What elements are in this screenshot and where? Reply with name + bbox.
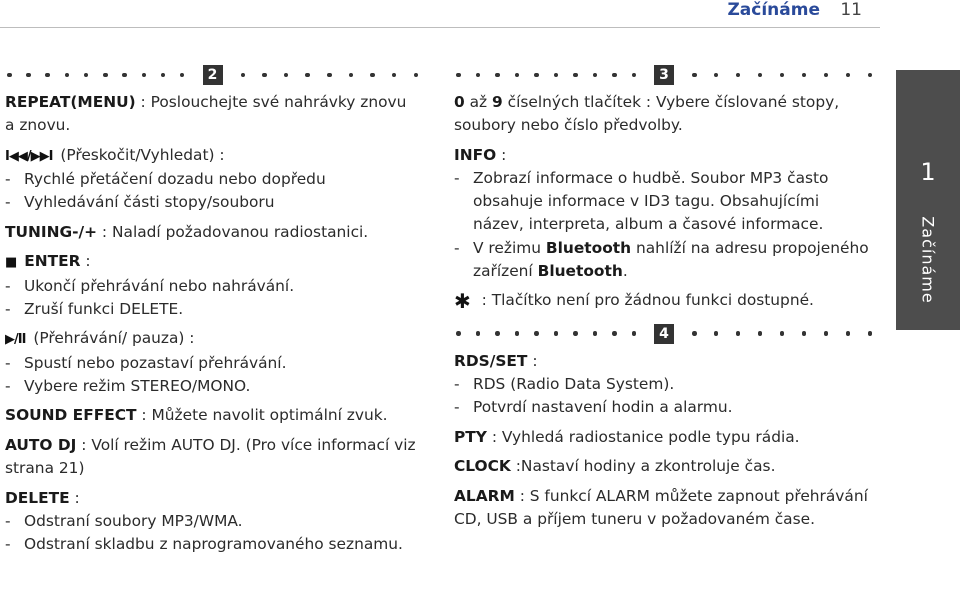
chapter-label: Začínáme — [918, 216, 938, 304]
repeat-label: REPEAT(MENU) — [5, 93, 136, 111]
dotted-rule — [454, 331, 638, 336]
tuning-text: : Naladí požadovanou radiostanici. — [97, 222, 369, 241]
alarm-description — [454, 485, 874, 531]
enter-label: ENTER — [24, 252, 81, 271]
digits-text: číselných tlačítek : Vybere číslované stopy, soubory nebo číslo předvolby. — [454, 93, 840, 135]
delete-description — [5, 487, 420, 510]
rds-text: : — [527, 351, 538, 370]
auto-dj-text: : Volí režim AUTO DJ. (Pro více informací viz strana 21) — [5, 435, 416, 478]
page-number: 11 — [840, 0, 862, 20]
play-description — [5, 327, 420, 351]
header-rule — [0, 27, 880, 28]
clock-text: :Nastaví hodiny a zkontroluje čas. — [510, 457, 776, 476]
sound-effect-description — [5, 404, 420, 427]
delete-label: DELETE — [5, 488, 70, 507]
play-text: (Přehrávání/ pauza) : — [28, 329, 195, 348]
left-column — [5, 65, 420, 556]
bluetooth-label: Bluetooth — [537, 261, 623, 280]
list-item: - Rychlé přetáčení dozadu nebo dopředu — [5, 168, 420, 191]
section-badge-2: 2 — [203, 65, 223, 85]
list-item: - RDS (Radio Data System). — [454, 373, 874, 396]
delete-text: : — [69, 488, 80, 507]
pty-text: : Vyhledá radiostanice podle typu rádia. — [486, 427, 800, 446]
right-column — [454, 65, 874, 538]
play-pause-icon: ▶/II — [5, 332, 26, 348]
section-separator-2 — [5, 65, 420, 85]
section-separator-4 — [454, 324, 874, 344]
repeat-description — [5, 91, 420, 137]
bluetooth-label: Bluetooth — [545, 238, 632, 257]
sound-effect-text: : Můžete navolit optimální zvuk. — [136, 406, 388, 425]
digit-0-label: 0 — [454, 93, 465, 111]
info-label: INFO — [454, 145, 497, 164]
enter-text: : — [80, 252, 91, 271]
section-separator-3 — [454, 65, 874, 85]
pty-description — [454, 426, 874, 449]
skip-text: (Přeskočit/Vyhledat) : — [55, 145, 225, 164]
list-item: - Ukončí přehrávání nebo nahrávání. — [5, 275, 420, 298]
list-item: - Vyhledávání části stopy/souboru — [5, 191, 420, 214]
list-item: - Odstraní skladbu z naprogramovaného seznamu. — [5, 533, 420, 556]
header-title: Začínáme — [727, 0, 820, 20]
asterisk-icon: ✱ — [454, 289, 471, 314]
star-text: : Tlačítko není pro žádnou funkci dostupné. — [476, 291, 814, 310]
digits-mid: až — [464, 93, 493, 111]
clock-label: CLOCK — [454, 457, 511, 476]
stop-icon: ■ — [5, 255, 17, 271]
clock-description — [454, 455, 874, 478]
pty-label: PTY — [454, 427, 487, 446]
list-item: - Potvrdí nastavení hodin a alarmu. — [454, 396, 874, 419]
skip-icon: I◀◀/▶▶I — [5, 148, 53, 164]
list-item: - Spustí nebo pozastaví přehrávání. — [5, 352, 420, 375]
star-description — [454, 289, 874, 313]
alarm-text: : S funkcí ALARM můžete zapnout přehrávání CD, USB a příjem tuneru v požadovaném čase. — [454, 486, 868, 528]
info-description — [454, 144, 874, 167]
auto-dj-label: AUTO DJ — [5, 435, 77, 454]
list-item: - Vybere režim STEREO/MONO. — [5, 375, 420, 398]
list-item: - V režimu Bluetooth nahlíží na adresu propojeného zařízení Bluetooth. — [454, 237, 874, 283]
list-item: - Zruší funkci DELETE. — [5, 298, 420, 321]
repeat-text: : Poslouchejte své nahrávky znovu a znovu. — [5, 93, 407, 135]
dotted-rule — [454, 73, 638, 78]
auto-dj-description — [5, 434, 420, 480]
dotted-rule — [5, 73, 187, 78]
list-item: - Odstraní soubory MP3/WMA. — [5, 510, 420, 533]
rds-label: RDS/SET — [454, 351, 528, 370]
tuning-label: TUNING-/+ — [5, 222, 98, 241]
section-badge-3: 3 — [654, 65, 674, 85]
dotted-rule — [239, 73, 421, 78]
tuning-description — [5, 221, 420, 244]
dotted-rule — [690, 331, 874, 336]
skip-description — [5, 144, 420, 168]
rds-description — [454, 350, 874, 373]
chapter-tab — [896, 70, 960, 330]
digit-9-label: 9 — [492, 93, 503, 111]
alarm-label: ALARM — [454, 486, 515, 505]
sound-effect-label: SOUND EFFECT — [5, 406, 137, 425]
section-badge-4: 4 — [654, 324, 674, 344]
list-item: - Zobrazí informace o hudbě. Soubor MP3 často obsahuje informace v ID3 tagu. Obsahujícími název, interpreta, album a časové informace. — [454, 167, 874, 237]
digits-description — [454, 91, 874, 137]
info-text: : — [496, 145, 507, 164]
enter-description — [5, 250, 420, 274]
dotted-rule — [690, 73, 874, 78]
chapter-number: 1 — [920, 158, 936, 186]
